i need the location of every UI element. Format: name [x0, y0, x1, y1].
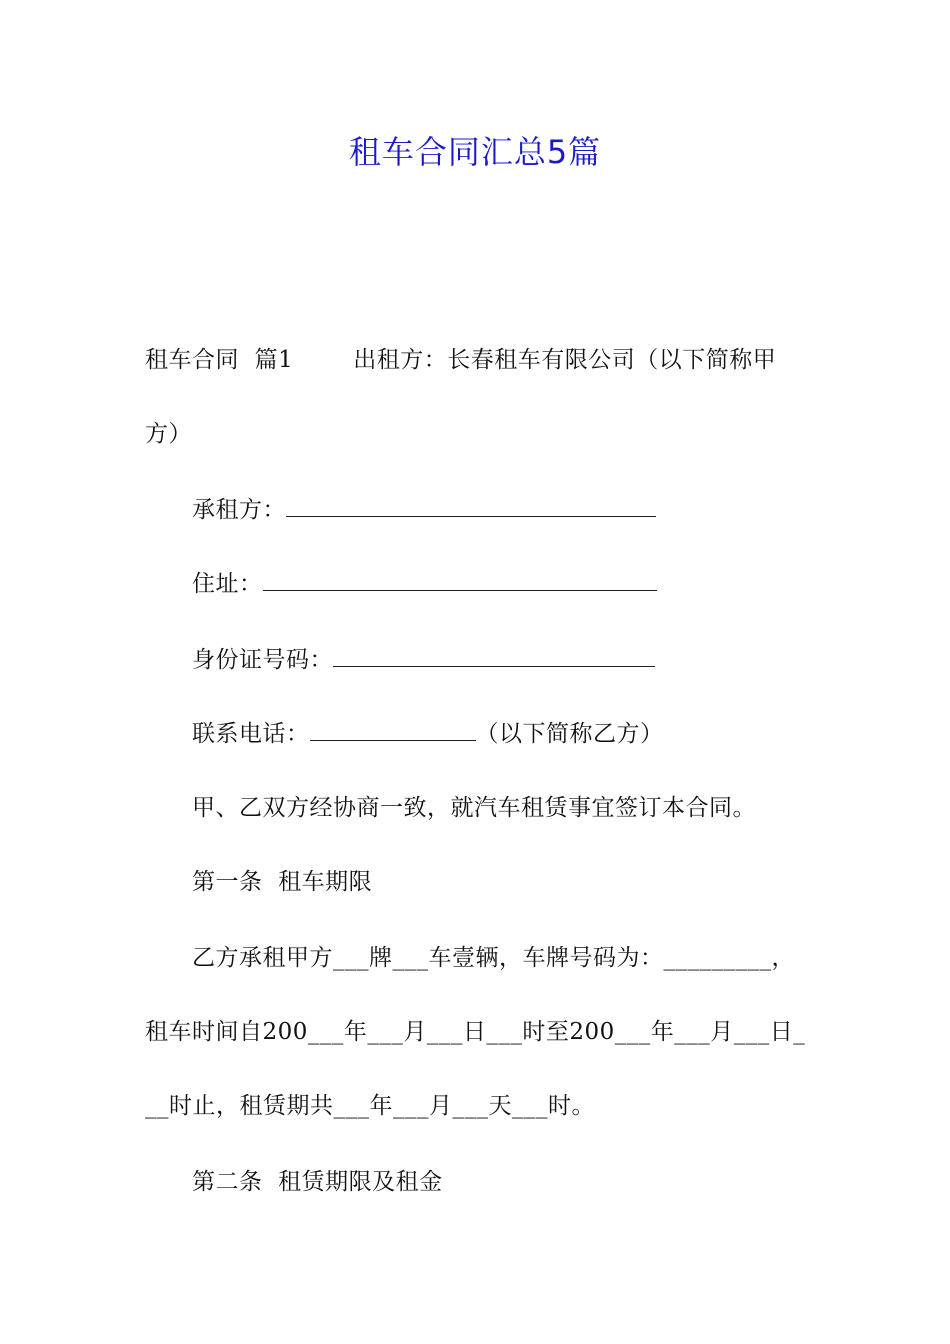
contract-line-2: 方） — [145, 421, 192, 447]
phone-label: 联系电话： — [192, 721, 310, 747]
lessor-text: 出租方：长春租车有限公司（以下简称甲 — [353, 347, 777, 373]
phone-suffix: （以下简称乙方） — [475, 721, 664, 747]
id-number-blank — [333, 644, 655, 667]
address-blank — [263, 568, 657, 591]
id-number-label: 身份证号码： — [192, 647, 333, 673]
article-1-line-3: __时止，租赁期共___年___月___天___时。 — [145, 1093, 595, 1119]
phone-field — [192, 716, 664, 752]
section-heading: 租车合同 篇1 — [145, 347, 294, 373]
agreement-statement: 甲、乙双方经协商一致，就汽车租赁事宜签订本合同。 — [192, 795, 756, 821]
lessee-label: 承租方： — [192, 497, 286, 523]
phone-blank — [310, 718, 476, 741]
id-number-field — [192, 642, 655, 678]
document-title: 租车合同汇总5篇 — [348, 133, 602, 171]
contract-line-1 — [145, 342, 776, 378]
article-1-line-2: 租车时间自200___年___月___日___时至200___年___月___日_ — [145, 1019, 806, 1045]
lessee-field — [192, 492, 656, 528]
article-1-heading: 第一条 租车期限 — [192, 869, 373, 895]
address-field — [192, 566, 657, 602]
lessee-blank — [286, 494, 656, 517]
address-label: 住址： — [192, 571, 263, 597]
article-1-line-1: 乙方承租甲方___牌___车壹辆，车牌号码为：_________， — [192, 945, 795, 971]
article-2-heading: 第二条 租赁期限及租金 — [192, 1169, 443, 1195]
